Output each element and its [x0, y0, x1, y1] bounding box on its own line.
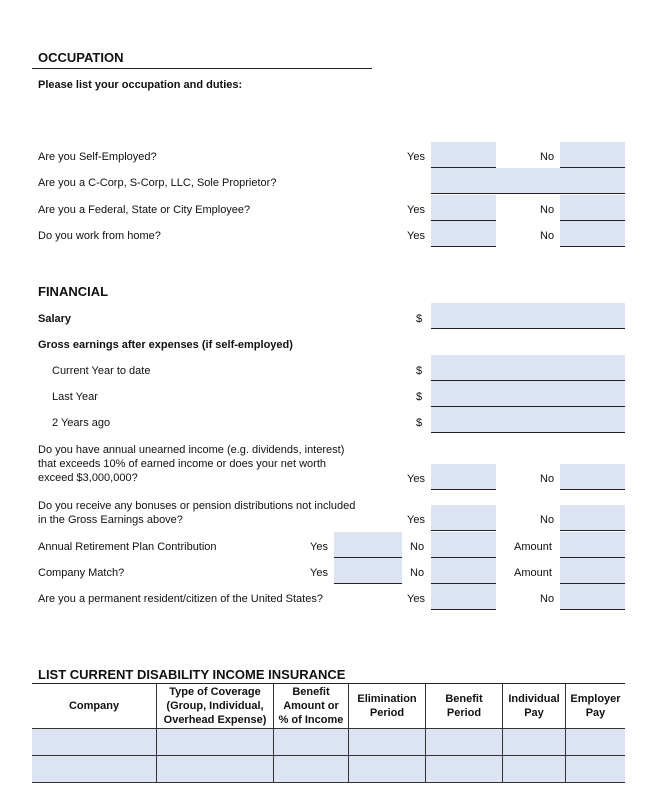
- individual-pay-cell[interactable]: [503, 756, 566, 783]
- home-no-label: No: [540, 230, 555, 242]
- government-yes-label: Yes: [407, 204, 425, 216]
- insurance-heading: LIST CURRENT DISABILITY INCOME INSURANCE: [38, 667, 346, 682]
- match-amount-field[interactable]: [560, 558, 625, 584]
- col-elimination: Elimination Period: [349, 684, 426, 729]
- self-employed-yes-label: Yes: [407, 151, 425, 163]
- retirement-amount-field[interactable]: [560, 532, 625, 558]
- col-benefit-amount: Benefit Amount or % of Income: [274, 684, 349, 729]
- salary-label: Salary: [38, 313, 72, 325]
- type-cell[interactable]: [157, 756, 274, 783]
- retirement-label: Annual Retirement Plan Contribution: [38, 541, 217, 553]
- match-no-field[interactable]: [431, 558, 496, 584]
- two-years-label: 2 Years ago: [52, 417, 111, 429]
- retirement-yes-label: Yes: [310, 541, 328, 553]
- match-yes-label: Yes: [310, 567, 328, 579]
- current-year-dollar: $: [416, 365, 423, 377]
- salary-field[interactable]: [431, 303, 625, 329]
- elimination-cell[interactable]: [349, 756, 426, 783]
- unearned-no-field[interactable]: [560, 464, 625, 490]
- government-yes-field[interactable]: [431, 195, 496, 221]
- home-label: Do you work from home?: [38, 230, 161, 242]
- match-amount-label: Amount: [514, 567, 552, 579]
- gross-label: Gross earnings after expenses (if self-employed): [38, 339, 293, 351]
- home-yes-label: Yes: [407, 230, 425, 242]
- match-label: Company Match?: [38, 567, 125, 579]
- bonus-yes-field[interactable]: [431, 505, 496, 531]
- last-year-dollar: $: [416, 391, 423, 403]
- company-cell[interactable]: [32, 756, 157, 783]
- self-employed-no-label: No: [540, 151, 555, 163]
- elimination-cell[interactable]: [349, 729, 426, 756]
- retirement-no-label: No: [410, 541, 425, 553]
- home-yes-field[interactable]: [431, 221, 496, 247]
- financial-heading: FINANCIAL: [38, 284, 109, 299]
- col-individual-pay: Individual Pay: [503, 684, 566, 729]
- col-benefit-period: Benefit Period: [426, 684, 503, 729]
- individual-pay-cell[interactable]: [503, 729, 566, 756]
- occupation-prompt: Please list your occupation and duties:: [38, 79, 243, 91]
- retirement-yes-field[interactable]: [334, 532, 402, 558]
- home-no-field[interactable]: [560, 221, 625, 247]
- col-type: Type of Coverage (Group, Individual, Overhead Expense): [157, 684, 274, 729]
- unearned-question: Do you have annual unearned income (e.g. dividends, interest) that exceeds 10% of earned income or does your net worth exceed $3,000,000?: [38, 444, 345, 484]
- table-row: [32, 756, 625, 783]
- last-year-label: Last Year: [52, 391, 98, 403]
- self-employed-yes-field[interactable]: [431, 142, 496, 168]
- corp-label: Are you a C-Corp, S-Corp, LLC, Sole Proprietor?: [38, 177, 277, 189]
- government-no-field[interactable]: [560, 195, 625, 221]
- salary-dollar: $: [416, 313, 423, 325]
- two-years-dollar: $: [416, 417, 423, 429]
- benefit-amount-cell[interactable]: [274, 756, 349, 783]
- type-cell[interactable]: [157, 729, 274, 756]
- unearned-yes-field[interactable]: [431, 464, 496, 490]
- benefit-period-cell[interactable]: [426, 729, 503, 756]
- self-employed-label: Are you Self-Employed?: [38, 151, 157, 163]
- current-year-field[interactable]: [431, 355, 625, 381]
- match-no-label: No: [410, 567, 425, 579]
- bonus-yes-label: Yes: [407, 514, 425, 526]
- col-company: Company: [32, 684, 157, 729]
- employer-pay-cell[interactable]: [566, 756, 626, 783]
- resident-no-label: No: [540, 593, 555, 605]
- match-yes-field[interactable]: [334, 558, 402, 584]
- occupation-rule: [32, 68, 372, 69]
- last-year-field[interactable]: [431, 381, 625, 407]
- occupation-heading: OCCUPATION: [38, 50, 124, 65]
- company-cell[interactable]: [32, 729, 157, 756]
- government-no-label: No: [540, 204, 555, 216]
- bonus-question: Do you receive any bonuses or pension distributions not included in the Gross Earnings above?: [38, 500, 356, 526]
- table-row: [32, 729, 625, 756]
- bonus-no-label: No: [540, 514, 555, 526]
- resident-yes-label: Yes: [407, 593, 425, 605]
- current-year-label: Current Year to date: [52, 365, 151, 377]
- resident-yes-field[interactable]: [431, 584, 496, 610]
- retirement-amount-label: Amount: [514, 541, 552, 553]
- benefit-amount-cell[interactable]: [274, 729, 349, 756]
- insurance-table: [32, 684, 625, 783]
- bonus-no-field[interactable]: [560, 505, 625, 531]
- insurance-header-row: [32, 684, 625, 729]
- unearned-yes-label: Yes: [407, 473, 425, 485]
- employer-pay-cell[interactable]: [566, 729, 626, 756]
- col-employer-pay: Employer Pay: [566, 684, 626, 729]
- resident-label: Are you a permanent resident/citizen of the United States?: [38, 593, 323, 605]
- self-employed-no-field[interactable]: [560, 142, 625, 168]
- unearned-no-label: No: [540, 473, 555, 485]
- corp-field[interactable]: [431, 168, 625, 194]
- two-years-field[interactable]: [431, 407, 625, 433]
- government-label: Are you a Federal, State or City Employee?: [38, 204, 251, 216]
- benefit-period-cell[interactable]: [426, 756, 503, 783]
- retirement-no-field[interactable]: [431, 532, 496, 558]
- resident-no-field[interactable]: [560, 584, 625, 610]
